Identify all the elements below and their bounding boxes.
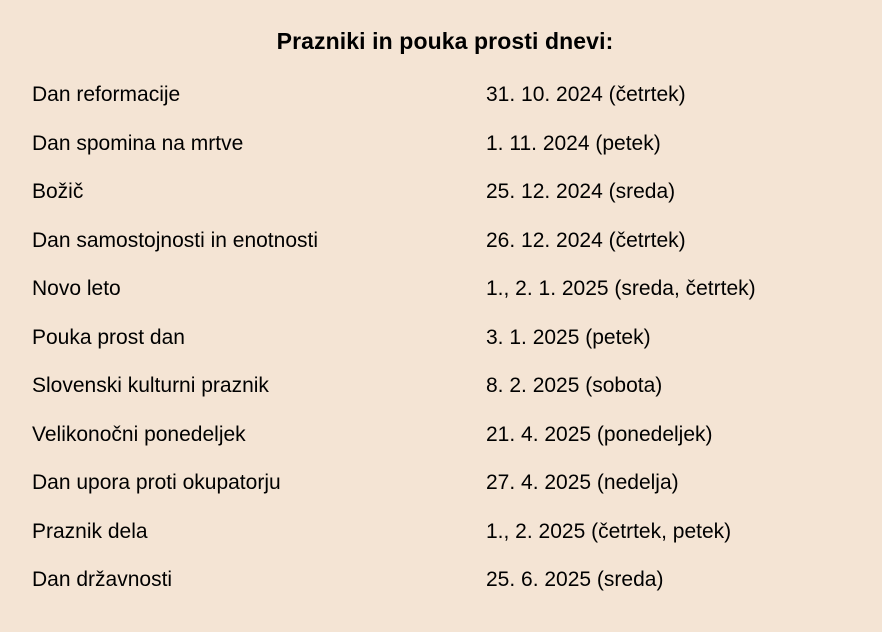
holiday-name: Slovenski kulturni praznik xyxy=(32,374,269,397)
holiday-row xyxy=(0,173,882,222)
holiday-row xyxy=(0,319,882,368)
holiday-name: Praznik dela xyxy=(32,519,148,543)
holiday-date: 27. 4. 2025 (nedelja) xyxy=(486,471,679,494)
holiday-list xyxy=(0,76,882,610)
page-title: Prazniki in pouka prosti dnevi: xyxy=(276,28,614,54)
holiday-row xyxy=(0,367,882,416)
holiday-date: 1., 2. 2025 (četrtek, petek) xyxy=(486,519,732,543)
holiday-row xyxy=(0,222,882,271)
holiday-row xyxy=(0,125,882,174)
holiday-date: 31. 10. 2024 (četrtek) xyxy=(486,83,686,106)
holiday-name: Dan samostojnosti in enotnosti xyxy=(32,228,318,252)
holiday-name: Dan upora proti okupatorju xyxy=(32,471,281,494)
holiday-row xyxy=(0,76,882,125)
holiday-row xyxy=(0,513,882,562)
holiday-row xyxy=(0,270,882,319)
holiday-name: Novo leto xyxy=(32,277,121,300)
holiday-name: Dan reformacije xyxy=(32,83,181,106)
holiday-date: 25. 6. 2025 (sreda) xyxy=(486,568,664,591)
holiday-date: 1., 2. 1. 2025 (sreda, četrtek) xyxy=(486,277,756,300)
holiday-date: 21. 4. 2025 (ponedeljek) xyxy=(486,422,713,446)
holiday-name: Dan državnosti xyxy=(32,568,173,591)
holiday-date: 8. 2. 2025 (sobota) xyxy=(486,374,663,397)
holiday-row xyxy=(0,464,882,513)
holiday-date: 3. 1. 2025 (petek) xyxy=(486,325,651,349)
holiday-date: 25. 12. 2024 (sreda) xyxy=(486,180,676,203)
holiday-name: Pouka prost dan xyxy=(32,325,185,349)
holiday-name: Božič xyxy=(32,180,84,203)
holiday-name: Dan spomina na mrtve xyxy=(32,131,244,155)
holiday-name: Velikonočni ponedeljek xyxy=(32,422,246,446)
holiday-row xyxy=(0,416,882,465)
holiday-date: 1. 11. 2024 (petek) xyxy=(486,131,661,155)
holiday-row xyxy=(0,561,882,610)
holiday-date: 26. 12. 2024 (četrtek) xyxy=(486,228,686,252)
